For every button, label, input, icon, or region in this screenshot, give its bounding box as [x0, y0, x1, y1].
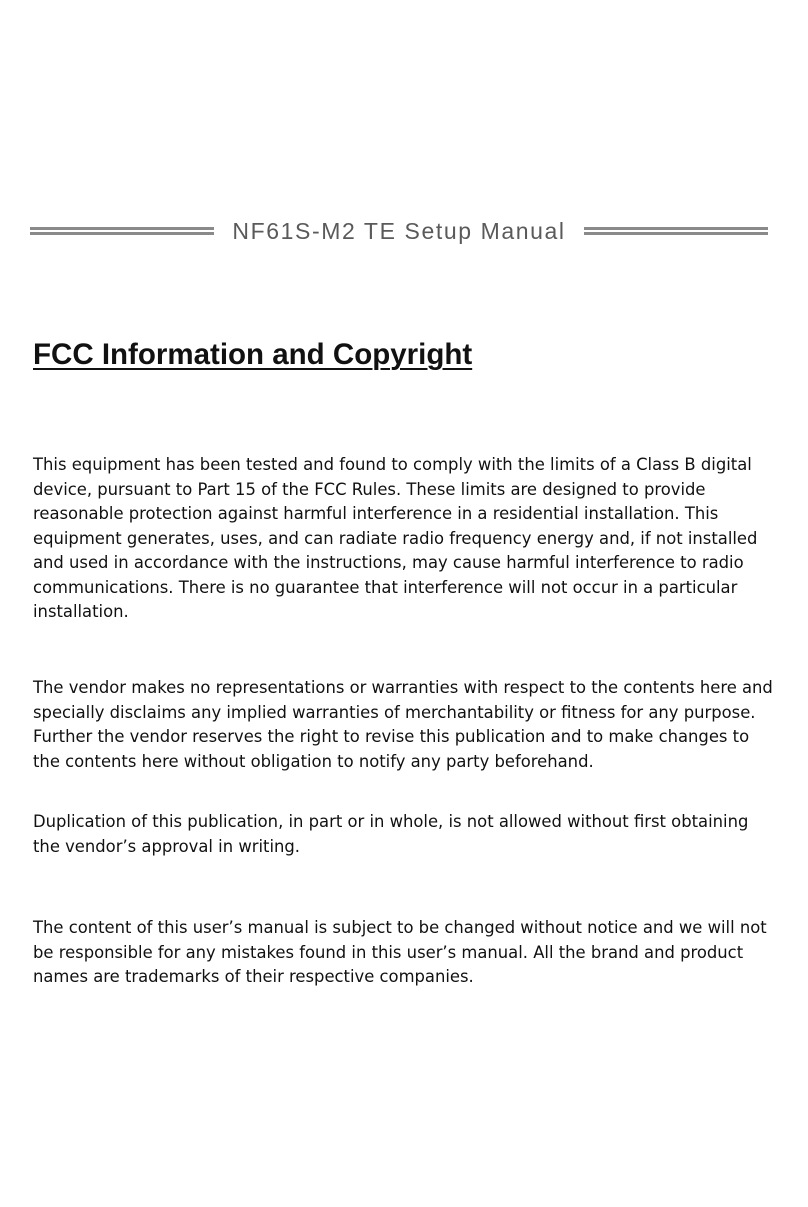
- fcc-compliance-paragraph: This equipment has been tested and found to comply with the limits of a Class B digital device, pursuant to Part 15 of the FCC Rules. These limits are designed to provide reasonable protection against harmful interference in a residential installation. This equipment generates, uses, and can radiate radio frequency energy and, if not installed and used in accordance with the instructions, may cause harmful interference to radio communications. There is no guarantee that interference will not occur in a particular installation.: [33, 455, 758, 621]
- header-rule-right: [584, 227, 768, 235]
- page-title: FCC Information and Copyright: [33, 338, 473, 371]
- running-header: [30, 213, 768, 249]
- trademark-paragraph: The content of this user’s manual is subject to be changed without notice and we will not be responsible for any mistakes found in this user’s manual. All the brand and product names are trademarks of their respective companies.: [33, 918, 767, 986]
- manual-title: NF61S-M2 TE Setup Manual: [232, 217, 566, 244]
- duplication-paragraph: Duplication of this publication, in part or in whole, is not allowed without first obtaining the vendor’s approval in writing.: [33, 812, 749, 856]
- header-rule-left: [30, 227, 214, 235]
- warranty-disclaimer-paragraph: The vendor makes no representations or warranties with respect to the contents here and specially disclaims any implied warranties of merchantability or fitness for any purpose. Further the vendor reserves the right to revise this publication and to make changes to the contents here without obligation to notify any party beforehand.: [33, 678, 773, 771]
